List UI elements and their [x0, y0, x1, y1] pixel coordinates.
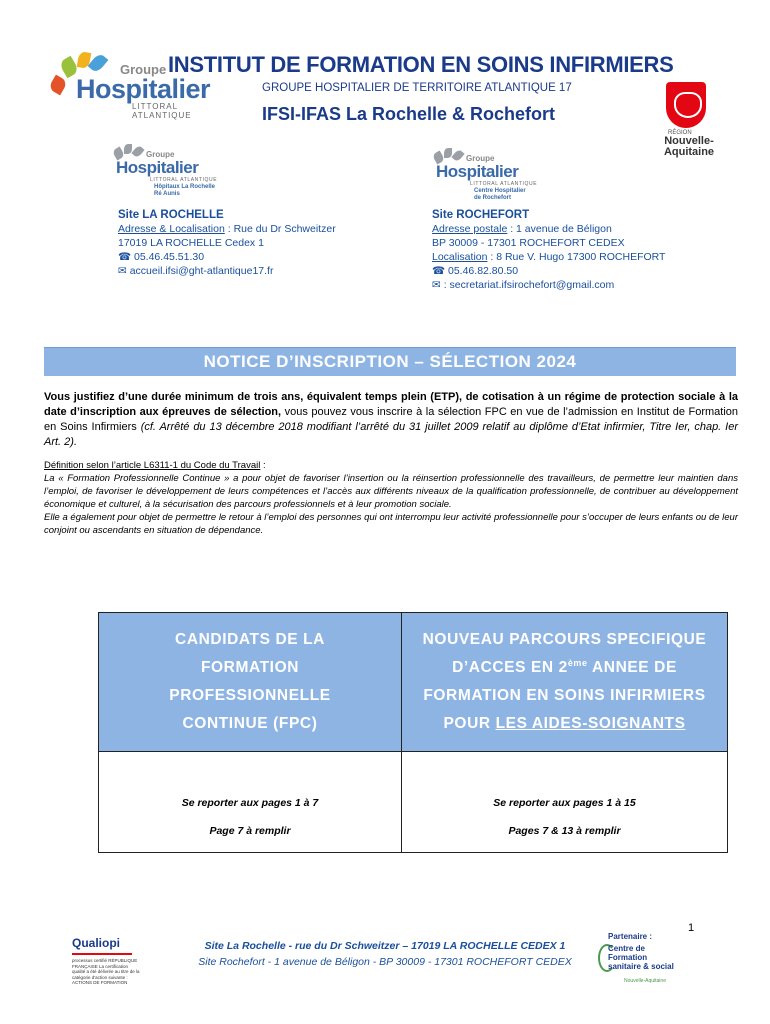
ifsi-title: IFSI-IFAS La Rochelle & Rochefort [262, 104, 556, 124]
site-rochefort-info: Site ROCHEFORT Adresse postale : 1 avenue de Béligon BP 30009 - 17301 ROCHEFORT CEDEX Localisation : 8 Rue V. Hugo 17300 ROCHEFORT ☎ 05.46.82.80.50 ✉ : secretariat.ifsirochefort@gmail.com [432, 208, 732, 292]
page-number: 1 [688, 922, 695, 934]
definition-block: Définition selon l’article L6311-1 du Code du Travail : La « Formation Professionnelle Continue » a pour objet de favoriser l’insertion ou la réinsertion professionnelle des travailleurs, de permettre leur maintien dans l’emploi, de favoriser le développement de leurs compétences et l’accès aux différents niveaux de la qualification professionnelle, de contribuer au développement économique et culturel, à la sécurisation des parcours professionnels et à leur promotion sociale. Elle a également pour objet de permettre le retour à l’emploi des personnes qui ont interrompu leur activité professionnelle pour s’occuper de leurs enfants ou de leur conjoint ou ascendants en situation de dépendance. [44, 460, 738, 536]
partner-logo: Partenaire : Centre de Formation sanitaire & social Nouvelle-Aquitaine [598, 932, 688, 988]
leaf-icon [48, 75, 68, 96]
aides-soignants-pages: Se reporter aux pages 1 à 15 Pages 7 & 13 à remplir [402, 752, 728, 853]
intro-paragraph: Vous justifiez d’une durée minimum de trois ans, équivalent temps plein (ETP), de cotisation à un régime de protection sociale à la date d’inscription aux épreuves de sélection, vous pouvez vous inscrire à la sélection FPC en vue de l’admission en Institut de Formation en Soins Infirmiers (cf. Arrêté du 13 décembre 2018 modifiant l’arrêté du 31 juillet 2009 relatif au diplôme d’Etat infirmier, Titre Ier, chap. Ier Art. 2). [44, 391, 738, 448]
fpc-pages: Se reporter aux pages 1 à 7 Page 7 à remplir [99, 752, 402, 853]
site-larochelle-title: Site LA ROCHELLE [118, 209, 224, 221]
page-subtitle: GROUPE HOSPITALIER DE TERRITOIRE ATLANTIQUE 17 [262, 82, 572, 94]
leaf-icon [451, 149, 464, 163]
email-rochefort[interactable]: ✉ : secretariat.ifsirochefort@gmail.com [432, 279, 615, 291]
footer-addresses: Site La Rochelle - rue du Dr Schweitzer – 17019 LA ROCHELLE CEDEX 1 Site Rochefort - 1 avenue de Béligon - BP 30009 - 17301 ROCHEFORT CEDEX [198, 940, 572, 968]
email-larochelle[interactable]: ✉ accueil.ifsi@ght-atlantique17.fr [118, 265, 274, 277]
qualiopi-logo: Qualiopi processus certifié RÉPUBLIQUE FRANÇAISE La certification qualité a été délivrée au titre de la catégorie d'action suivante : ACTIONS DE FORMATION [72, 936, 140, 985]
notice-banner: NOTICE D’INSCRIPTION – SÉLECTION 2024 [44, 347, 736, 376]
header-fpc: CANDIDATS DE LA FORMATION PROFESSIONNELLE CONTINUE (FPC) [99, 613, 402, 752]
phone-rochefort: ☎ 05.46.82.80.50 [432, 265, 519, 277]
candidate-table [98, 612, 728, 853]
leaf-icon [131, 145, 144, 159]
phone-larochelle: ☎ 05.46.45.51.30 [118, 251, 205, 263]
site-rochefort-title: Site ROCHEFORT [432, 209, 530, 221]
groupe-hospitalier-logo: Groupe Hospitalier LITTORAL ATLANTIQUE [48, 50, 223, 120]
nouvelle-aquitaine-logo: RÉGION Nouvelle- Aquitaine [648, 82, 738, 162]
header-aides-soignants: NOUVEAU PARCOURS SPECIFIQUE D’ACCES EN 2ème ANNEE DE FORMATION EN SOINS INFIRMIERS POUR LES AIDES-SOIGNANTS [402, 613, 728, 752]
site-larochelle-info: Site LA ROCHELLE Adresse & Localisation : Rue du Dr Schweitzer 17019 LA ROCHELLE Cedex 1 ☎ 05.46.45.51.30 ✉ accueil.ifsi@ght-atlantique17.fr [118, 208, 418, 278]
lion-shield-icon [666, 82, 706, 128]
site-rochefort-logo: Groupe Hospitalier LITTORAL ATLANTIQUE Centre Hospitalier de Rochefort [426, 148, 556, 206]
page-title: INSTITUT DE FORMATION EN SOINS INFIRMIERS [168, 52, 674, 77]
site-larochelle-logo: Groupe Hospitalier LITTORAL ATLANTIQUE Hôpitaux La Rochelle Ré Aunis [106, 144, 236, 202]
